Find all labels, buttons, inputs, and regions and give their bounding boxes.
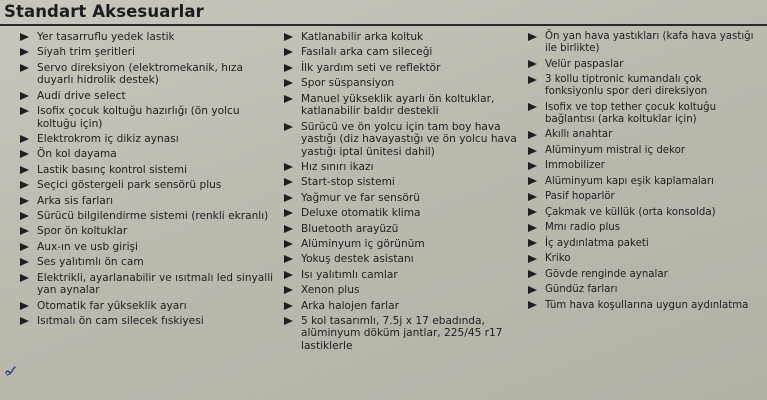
list-item <box>20 90 282 103</box>
triangle-right-icon <box>528 224 537 232</box>
list-item-text: Audi drive select <box>37 89 126 102</box>
list-item-text: Alüminyum mistral iç dekor <box>545 144 686 156</box>
triangle-right-icon <box>528 193 537 201</box>
list-item <box>528 191 763 203</box>
list-item <box>528 74 763 98</box>
list-item <box>20 210 282 223</box>
list-item <box>284 238 522 251</box>
triangle-right-icon <box>284 163 293 171</box>
triangle-right-icon <box>20 274 29 282</box>
list-item <box>528 59 763 71</box>
triangle-right-icon <box>284 95 293 103</box>
list-item <box>20 241 282 254</box>
list-item <box>20 133 282 146</box>
list-item-text: Isı yalıtımlı camlar <box>301 268 398 281</box>
list-item-text: Isıtmalı ön cam silecek fıskiyesi <box>37 314 204 327</box>
triangle-right-icon <box>20 33 29 41</box>
list-item-text: Hız sınırı ikazı <box>301 160 374 173</box>
list-item-text: Elektrokrom iç dikiz aynası <box>37 133 179 146</box>
list-item <box>20 256 282 269</box>
list-item-text: Lastik basınç kontrol sistemi <box>37 163 188 176</box>
triangle-right-icon <box>20 258 29 266</box>
list-item-text: Deluxe otomatik klima <box>301 207 421 220</box>
triangle-right-icon <box>284 271 293 279</box>
list-item-text: Gündüz farları <box>545 284 618 296</box>
triangle-right-icon <box>20 227 29 235</box>
list-item <box>284 121 522 159</box>
triangle-right-icon <box>20 166 29 174</box>
list-item <box>20 300 282 313</box>
list-item-text: Katlanabilir arka koltuk <box>301 31 424 43</box>
list-item-text: Kriko <box>545 253 571 265</box>
list-item <box>528 253 763 265</box>
triangle-right-icon <box>528 239 537 247</box>
list-item <box>284 284 522 297</box>
title-underline <box>0 24 767 26</box>
list-item-text: Çakmak ve küllük (orta konsolda) <box>545 206 716 218</box>
triangle-right-icon <box>20 64 29 72</box>
list-item <box>20 195 282 208</box>
list-item <box>20 31 282 44</box>
accessory-column-3 <box>528 31 763 315</box>
list-item <box>20 46 282 59</box>
list-item-text: Mmı radio plus <box>545 222 621 234</box>
triangle-right-icon <box>284 209 293 217</box>
triangle-right-icon <box>284 178 293 186</box>
list-item <box>284 192 522 205</box>
triangle-right-icon <box>20 135 29 143</box>
list-item <box>284 46 522 59</box>
list-item <box>284 176 522 189</box>
list-item-text: Siyah trim şeritleri <box>37 46 135 59</box>
triangle-right-icon <box>20 150 29 158</box>
list-item <box>20 164 282 177</box>
list-item <box>284 223 522 236</box>
list-item <box>284 161 522 174</box>
list-item <box>528 269 763 281</box>
list-item <box>284 269 522 282</box>
list-item <box>284 315 522 353</box>
list-item-text: Seçici göstergeli park sensörü plus <box>37 179 222 192</box>
list-item <box>528 222 763 234</box>
list-item-text: Velür paspaslar <box>545 58 624 70</box>
triangle-right-icon <box>284 194 293 202</box>
triangle-right-icon <box>528 177 537 185</box>
triangle-right-icon <box>528 208 537 216</box>
pen-check-mark-icon <box>4 364 18 378</box>
triangle-right-icon <box>20 302 29 310</box>
list-item-text: Alüminyum iç görünüm <box>301 237 425 250</box>
list-item-text: 3 kollu tiptronic kumandalı çok fonksiyonlu spor deri direksiyon <box>545 74 708 98</box>
list-item <box>528 102 763 126</box>
list-item-text: Otomatik far yükseklik ayarı <box>37 299 187 312</box>
list-item-text: Ses yalıtımlı ön cam <box>37 256 144 269</box>
list-item-text: İç aydınlatma paketi <box>545 237 649 249</box>
triangle-right-icon <box>20 92 29 100</box>
list-item-text: Aux-ın ve usb girişi <box>37 240 138 253</box>
list-item <box>20 148 282 161</box>
triangle-right-icon <box>284 317 293 325</box>
triangle-right-icon <box>284 64 293 72</box>
triangle-right-icon <box>284 240 293 248</box>
list-item-text: Spor süspansiyon <box>301 77 395 90</box>
list-item-text: Ön yan hava yastıkları (kafa hava yastığı ile birlikte) <box>545 31 754 55</box>
list-item <box>20 315 282 328</box>
triangle-right-icon <box>284 225 293 233</box>
list-item-text: Yokuş destek asistanı <box>301 253 414 266</box>
triangle-right-icon <box>284 48 293 56</box>
accessory-column-2 <box>284 31 522 355</box>
list-item <box>20 179 282 192</box>
list-item-text: Bluetooth arayüzü <box>301 222 399 235</box>
triangle-right-icon <box>528 103 537 111</box>
list-item <box>284 62 522 75</box>
list-item-text: İlk yardım seti ve reflektör <box>301 61 441 74</box>
list-item <box>284 77 522 90</box>
triangle-right-icon <box>20 48 29 56</box>
list-item-text: Fasılalı arka cam sileceği <box>301 46 433 59</box>
list-item-text: 5 kol tasarımlı, 7.5j x 17 ebadında, alüminyum döküm jantlar, 225/45 r17 lastiklerle <box>301 314 503 352</box>
list-item <box>528 284 763 296</box>
triangle-right-icon <box>528 33 537 41</box>
list-item <box>20 225 282 238</box>
list-item-text: Start-stop sistemi <box>301 176 395 189</box>
list-item-text: Pasif hoparlör <box>545 191 615 203</box>
list-item <box>528 129 763 141</box>
list-item-text: Sürücü ve ön yolcu için tam boy hava yastığı (diz havayastığı ve ön yolcu hava yastığı iptal ünitesi dahil) <box>301 120 517 158</box>
list-item-text: Servo direksiyon (elektromekanik, hıza duyarlı hidrolik destek) <box>37 61 243 87</box>
list-item <box>284 93 522 118</box>
list-item-text: Akıllı anahtar <box>545 129 613 141</box>
triangle-right-icon <box>528 147 537 155</box>
list-item <box>20 105 282 130</box>
list-item <box>528 176 763 188</box>
triangle-right-icon <box>20 317 29 325</box>
list-item <box>284 207 522 220</box>
triangle-right-icon <box>528 301 537 309</box>
list-item-text: Manuel yükseklik ayarlı ön koltuklar, katlanabilir baldır destekli <box>301 92 495 118</box>
list-item <box>528 145 763 157</box>
list-item <box>528 31 763 55</box>
triangle-right-icon <box>284 302 293 310</box>
list-item-text: Xenon plus <box>301 284 360 297</box>
list-item <box>20 272 282 297</box>
list-item-text: Spor ön koltuklar <box>37 225 128 238</box>
triangle-right-icon <box>20 107 29 115</box>
list-item <box>528 160 763 172</box>
list-item <box>284 300 522 313</box>
list-item-text: Arka halojen farlar <box>301 299 399 312</box>
triangle-right-icon <box>528 286 537 294</box>
triangle-right-icon <box>528 255 537 263</box>
list-item <box>284 31 522 44</box>
page-title: Standart Aksesuarlar <box>4 2 204 21</box>
list-item-text: Yağmur ve far sensörü <box>301 191 420 204</box>
list-item-text: Ön kol dayama <box>37 148 117 161</box>
list-item-text: Isofix ve top tether çocuk koltuğu bağlantısı (arka koltuklar için) <box>545 101 717 125</box>
triangle-right-icon <box>528 76 537 84</box>
list-item <box>528 238 763 250</box>
list-item <box>528 207 763 219</box>
list-item-text: Gövde renginde aynalar <box>545 268 668 280</box>
list-item <box>20 62 282 87</box>
list-item <box>528 300 763 312</box>
triangle-right-icon <box>528 270 537 278</box>
list-item-text: Immobilizer <box>545 160 605 172</box>
triangle-right-icon <box>528 60 537 68</box>
triangle-right-icon <box>528 131 537 139</box>
list-item-text: Yer tasarruflu yedek lastik <box>37 31 175 43</box>
list-item <box>284 253 522 266</box>
list-item-text: Sürücü bilgilendirme sistemi (renkli ekranlı) <box>37 210 269 222</box>
triangle-right-icon <box>20 181 29 189</box>
triangle-right-icon <box>20 197 29 205</box>
triangle-right-icon <box>528 162 537 170</box>
triangle-right-icon <box>284 255 293 263</box>
list-item-text: Alüminyum kapı eşik kaplamaları <box>545 175 714 187</box>
accessory-column-1 <box>20 31 282 330</box>
triangle-right-icon <box>284 79 293 87</box>
list-item-text: Elektrikli, ayarlanabilir ve ısıtmalı led sinyalli yan aynalar <box>37 271 274 297</box>
list-item-text: Arka sis farları <box>37 194 114 207</box>
list-item-text: Isofix çocuk koltuğu hazırlığı (ön yolcu koltuğu için) <box>37 105 240 130</box>
triangle-right-icon <box>284 123 293 131</box>
list-item-text: Tüm hava koşullarına uygun aydınlatma <box>545 299 749 311</box>
triangle-right-icon <box>20 243 29 251</box>
page-header <box>0 0 767 28</box>
triangle-right-icon <box>284 286 293 294</box>
triangle-right-icon <box>284 33 293 41</box>
triangle-right-icon <box>20 212 29 220</box>
